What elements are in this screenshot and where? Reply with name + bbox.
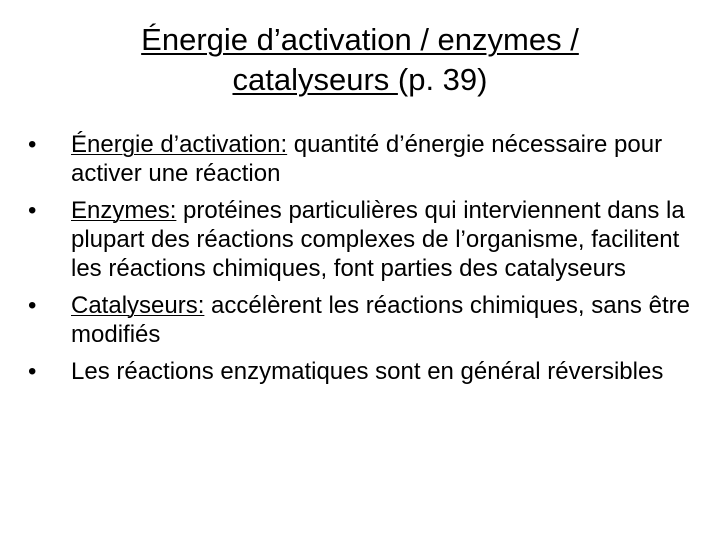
bullet-term: Catalyseurs: [71,292,205,319]
slide-title-main: Énergie d’activation / enzymes / catalyseurs [141,22,579,97]
bullet-marker: • [28,292,37,319]
slide-title-page-ref: (p. 39) [397,62,488,97]
bullet-item-catalysts [28,291,698,349]
slide-title [60,20,660,100]
bullet-item-reversible-reactions [28,357,698,386]
bullet-marker: • [28,197,37,224]
bullet-marker: • [28,358,37,385]
bullet-term: Énergie d’activation: [71,131,288,158]
bullet-marker: • [28,131,37,158]
bullet-text: accélèrent les réactions chimiques, sans être modifiés [71,292,690,348]
bullet-text: Les réactions enzymatiques sont en général réversibles [71,358,664,385]
bullet-item-activation-energy [28,130,698,188]
bullet-term: Enzymes: [71,197,177,224]
bullet-text: protéines particulières qui interviennent dans la plupart des réactions complexes de l’organisme, facilitent les réactions chimiques, font parties des catalyseurs [71,197,685,282]
bullet-item-enzymes [28,196,698,283]
bullet-text: quantité d’énergie nécessaire pour activer une réaction [71,131,663,187]
bullet-list [28,130,698,394]
